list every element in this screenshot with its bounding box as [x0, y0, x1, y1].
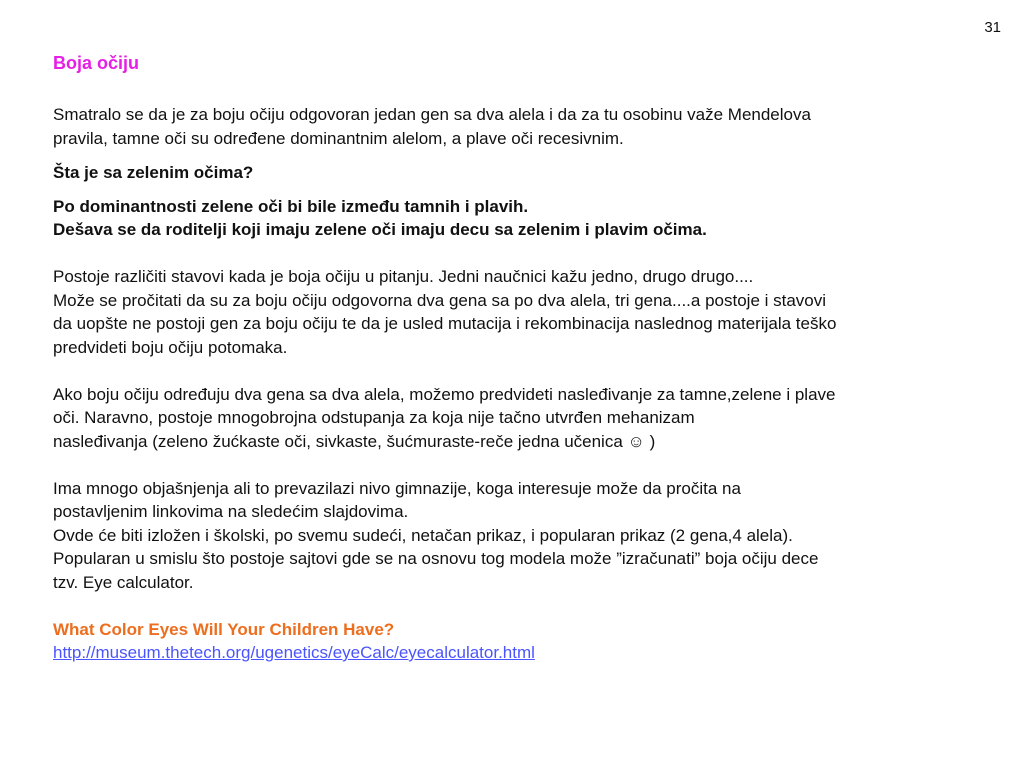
text-line: Dešava se da roditelji koji imaju zelene oči imaju decu sa zelenim i plavim očima. — [53, 220, 707, 239]
eye-calculator-link[interactable]: http://museum.thetech.org/ugenetics/eyeCalc/eyecalculator.html — [53, 643, 535, 662]
slide-title: Boja očiju — [53, 53, 140, 73]
paragraph-explanations — [53, 477, 983, 595]
text-line: Može se pročitati da su za boju očiju odgovorna dva gena sa po dva alela, tri gena....a postoje i stavovi — [53, 290, 827, 310]
text-line: Postoje različiti stavovi kada je boja očiju u pitanju. Jedni naučnici kažu jedno, drugo drugo.... — [53, 267, 754, 286]
text-line: predvideti boju očiju potomaka. — [53, 337, 288, 357]
text-line: Smatralo se da je za boju očiju odgovoran jedan gen sa dva alela i da za tu osobinu važe Mendelova — [53, 105, 811, 124]
text-line: postavljenim linkovima na sledećim slajdovima. — [53, 502, 409, 521]
question-line: Šta je sa zelenim očima? — [53, 163, 254, 182]
text-line: da uopšte ne postoji gen za boju očiju te da je usled mutacija i rekombinacija naslednog materijala teško — [53, 314, 837, 333]
link-heading: What Color Eyes Will Your Children Have? — [53, 619, 395, 639]
text-line: Ako boju očiju određuju dva gena sa dva alela, možemo predvideti nasleđivanje za tamne,zelene i plave — [53, 384, 836, 404]
paragraph-views — [53, 265, 983, 359]
page-number: 31 — [984, 19, 1001, 36]
text-line: pravila, tamne oči su određene dominantnim alelom, a plave oči recesivnim. — [53, 128, 624, 148]
text-line: Popularan u smislu što postoje sajtovi gde se na osnovu tog modela može ”izračunati” boja očiju dece — [53, 549, 819, 568]
slide-content — [53, 50, 983, 665]
paragraph-intro — [53, 103, 983, 150]
paragraph-answer — [53, 195, 983, 242]
paragraph-two-genes — [53, 383, 983, 454]
text-line: Ovde će biti izložen i školski, po svemu sudeći, netačan prikaz, i popularan prikaz (2 gena,4 alela). — [53, 525, 793, 545]
text-line: Ima mnogo objašnjenja ali to prevazilazi nivo gimnazije, koga interesuje može da pročita na — [53, 478, 741, 498]
text-line: nasleđivanja (zeleno žućkaste oči, sivkaste, šućmuraste-reče jedna učenica ☺ ) — [53, 431, 656, 451]
text-line: tzv. Eye calculator. — [53, 572, 194, 592]
text-line: oči. Naravno, postoje mnogobrojna odstupanja za koja nije tačno utvrđen mehanizam — [53, 408, 695, 427]
text-line: Po dominantnosti zelene oči bi bile između tamnih i plavih. — [53, 196, 529, 216]
